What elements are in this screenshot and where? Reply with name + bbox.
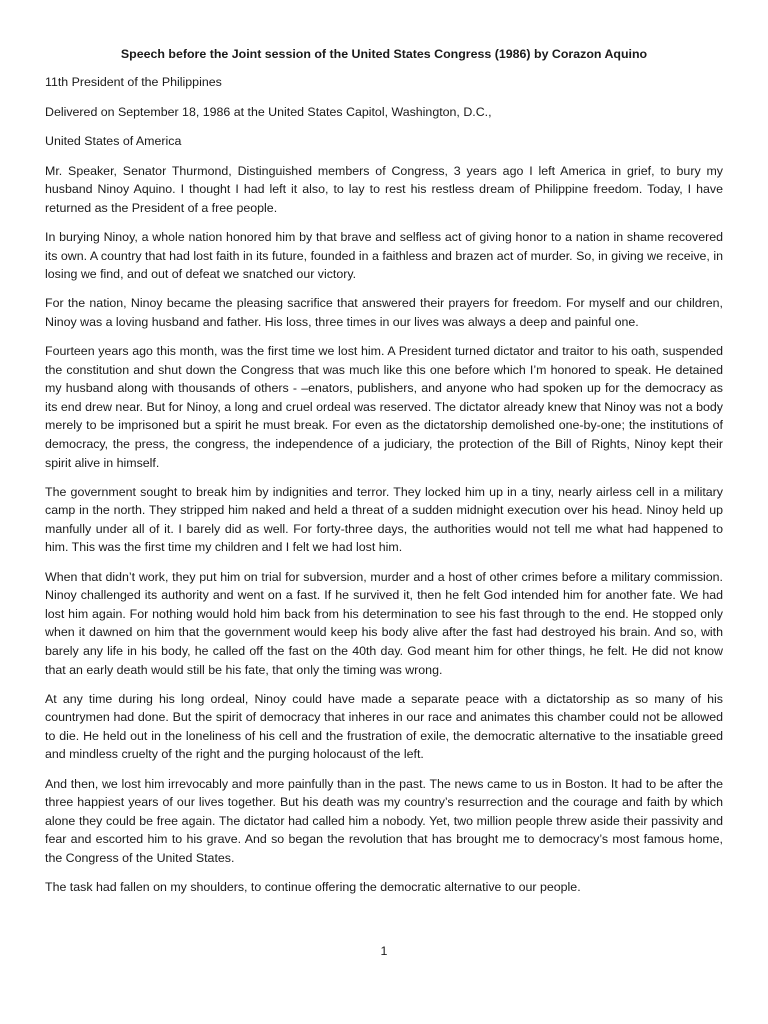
page-number: 1	[380, 944, 388, 958]
paragraph-3: For the nation, Ninoy became the pleasing sacrifice that answered their prayers for freedom. For myself and our children, Ninoy was a loving husband and father. His loss, three times in our lives was always a deep and painful one.	[45, 296, 723, 329]
paragraph-9: The task had fallen on my shoulders, to continue offering the democratic alternative to our people.	[45, 879, 581, 894]
paragraph-5: The government sought to break him by indignities and terror. They locked him up in a tiny, nearly airless cell in a military camp in the north. They stripped him naked and held a threat of a sudden midnight execution over his head. Ninoy held up manfully under all of it. I barely did as well. For forty-three days, the authorities would not tell me what had happened to him. This was the first time my children and I felt we had lost him.	[45, 484, 723, 555]
delivery-info: Delivered on September 18, 1986 at the United States Capitol, Washington, D.C.,	[45, 104, 492, 119]
paragraph-6: When that didn’t work, they put him on trial for subversion, murder and a host of other crimes before a military commission. Ninoy challenged its authority and went on a fast. If he survived it, then he felt God intended him for another fate. We had lost him again. For nothing would hold him back from his determination to see his fast through to the end. He stopped only when it dawned on him that the government would keep his body alive after the fast had destroyed his brain. And so, with barely any life in his body, he called off the fast on the 40th day. God meant him for other things, he felt. He did not know that an early death would still be his fate, that only the timing was wrong.	[45, 569, 723, 677]
paragraph-1: Mr. Speaker, Senator Thurmond, Distinguished members of Congress, 3 years ago I left America in grief, to bury my husband Ninoy Aquino. I thought I had left it also, to lay to rest his restless dream of Philippine freedom. Today, I have returned as the President of a free people.	[45, 163, 723, 215]
document-title: Speech before the Joint session of the United States Congress (1986) by Corazon Aquino	[120, 47, 648, 61]
document-subtitle: 11th President of the Philippines	[45, 75, 222, 89]
paragraph-4: Fourteen years ago this month, was the first time we lost him. A President turned dictator and traitor to his oath, suspended the constitution and shut down the Congress that was much like this one before which I’m honored to speak. He detained my husband along with thousands of others - –enators, publishers, and anyone who had spoken up for the democracy as its end drew near. But for Ninoy, a long and cruel ordeal was reserved. The dictator already knew that Ninoy was not a body merely to be imprisoned but a spirit he must break. For even as the dictatorship demolished one-by-one; the institutions of democracy, the press, the congress, the independence of a judiciary, the protection of the Bill of Rights, Ninoy kept their spirit alive in himself.	[45, 344, 723, 470]
delivery-location: United States of America	[45, 134, 182, 149]
paragraph-8: And then, we lost him irrevocably and more painfully than in the past. The news came to us in Boston. It had to be after the three happiest years of our lives together. But his death was my country’s resurrection and the courage and faith by which alone they could be free again. The dictator had called him a nobody. Yet, two million people threw aside their passivity and fear and escorted him to his grave. And so began the revolution that has brought me to democracy’s most famous home, the Congress of the United States.	[45, 776, 723, 865]
paragraph-7: At any time during his long ordeal, Ninoy could have made a separate peace with a dictatorship as so many of his countrymen had done. But the spirit of democracy that inheres in our race and animates this chamber could not be allowed to die. He held out in the loneliness of his cell and the frustration of exile, the democratic alternative to the insatiable greed and mindless cruelty of the right and the purging holocaust of the left.	[45, 691, 723, 762]
paragraph-2: In burying Ninoy, a whole nation honored him by that brave and selfless act of giving honor to a nation in shame recovered its own. A country that had lost faith in its future, founded in a faithless and brazen act of murder. So, in giving we receive, in losing we find, and out of defeat we snatched our victory.	[45, 230, 723, 282]
document-page	[45, 45, 723, 907]
